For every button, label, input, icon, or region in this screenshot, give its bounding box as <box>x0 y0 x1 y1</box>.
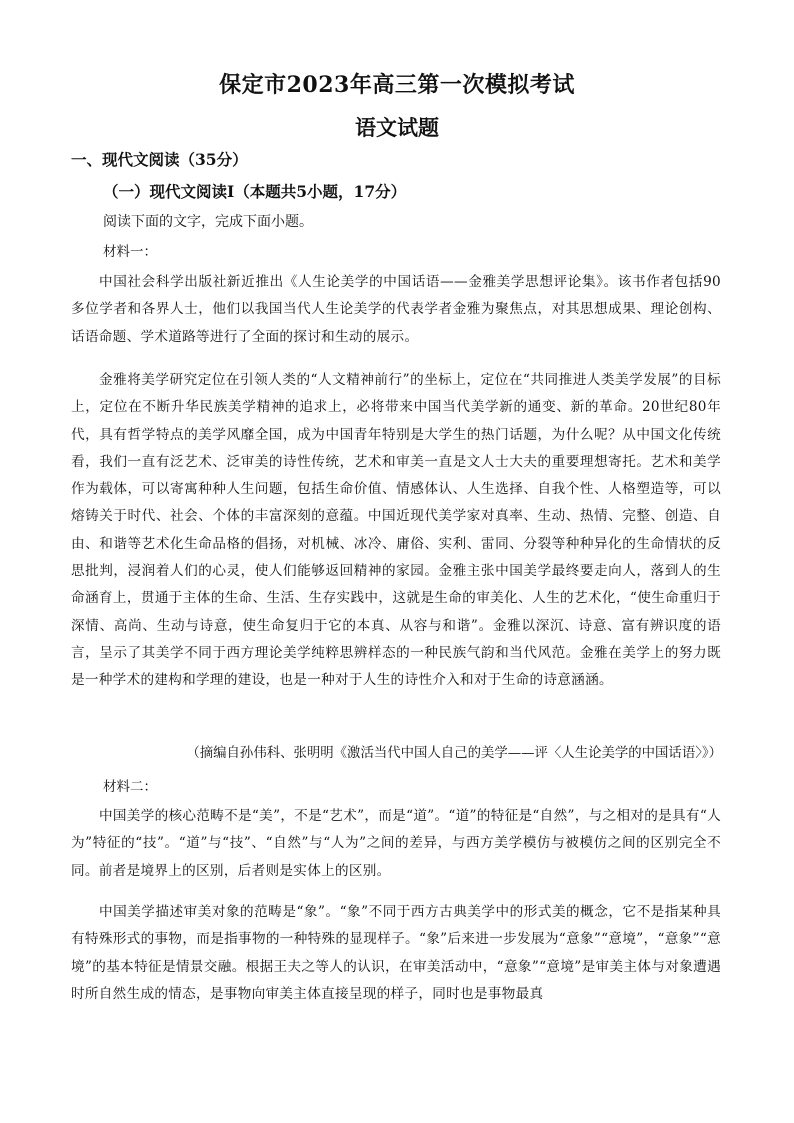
material1-paragraph-2: 金雅将美学研究定位在引领人类的“人文精神前行”的坐标上，定位在“共同推进人类美学发展”的目标上，定位在不断升华民族美学精神的追求上，必将带来中国当代美学新的通变、新的革命。20世纪80年代，具有哲学特点的美学风靡全国，成为中国青年特别是大学生的热门话题，为什么呢？从中国文化传统看，我们一直有泛艺术、泛审美的诗性传统，艺术和审美一直是文人士大夫的重要理想寄托。艺术和美学作为载体，可以寄寓种种人生问题，包括生命价值、情感体认、人生选择、自我个性、人格塑造等，可以熔铸关于时代、社会、个体的丰富深刻的意蕴。中国近现代美学家对真率、生动、热情、完整、创造、自由、和谐等艺术化生命品格的倡扬，对机械、冰冷、庸俗、实利、雷同、分裂等种种异化的生命情状的反思批判，浸润着人们的心灵，使人们能够返回精神的家园。金雅主张中国美学最终要走向人，落到人的生命涵育上，贯通于主体的生命、生活、生存实践中，这就是生命的审美化、人生的艺术化，“使生命重归于深情、高尚、生动与诗意，使生命复归于它的本真、从容与和谐”。金雅以深沉、诗意、富有辨识度的语言，呈示了其美学不同于西方理论美学纯粹思辨样态的一种民族气韵和当代风范。金雅在美学上的努力既是一种学术的建构和学理的建设，也是一种对于人生的诗性介入和对于生命的诗意涵涵。 <box>71 372 721 689</box>
material1-paragraph-1: 中国社会科学出版社新近推出《人生论美学的中国话语——金雅美学思想评论集》。该书作者包括90多位学者和各界人士，他们以我国当代人生论美学的代表学者金雅为聚焦点，对其思想成果、理论创构、话语命题、学术道路等进行了全面的探讨和生动的展示。 <box>71 274 721 345</box>
reading-instruction: 阅读下面的文字，完成下面小题。 <box>103 213 313 229</box>
material1-citation: （摘编自孙伟科、张明明《激活当代中国人自己的美学——评〈人生论美学的中国话语〉》） <box>186 746 722 761</box>
material1-label: 材料一： <box>103 244 157 260</box>
exam-subtitle: 语文试题 <box>355 115 439 140</box>
section-heading: 一、现代文阅读（35分） <box>71 150 248 169</box>
material2-paragraph-1: 中国美学的核心范畴不是“美”，不是“艺术”，而是“道”。“道”的特征是“自然”，与之相对的是具有“人为”特征的“技”。“道”与“技”、“自然”与“人为”之间的差异，与西方美学模仿与被模仿之间的区别完全不同。前者是境界上的区别，后者则是实体上的区别。 <box>71 808 721 879</box>
material2-label: 材料二： <box>103 779 157 795</box>
exam-title: 保定市2023年高三第一次模拟考试 <box>219 72 575 98</box>
material2-paragraph-2: 中国美学描述审美对象的范畴是“象”。“象”不同于西方古典美学中的形式美的概念，它不是指某种具有特殊形式的事物，而是指事物的一种特殊的显现样子。“象”后来进一步发展为“意象”“意境”，“意象”“意境”的基本特征是情景交融。根据王夫之等人的认识，在审美活动中，“意象”“意境”是审美主体与对象遭遇时所自然生成的情态，是事物向审美主体直接呈现的样子，同时也是事物最真 <box>71 904 721 1002</box>
subsection-heading: （一）现代文阅读Ⅰ（本题共5小题，17分） <box>103 182 407 201</box>
